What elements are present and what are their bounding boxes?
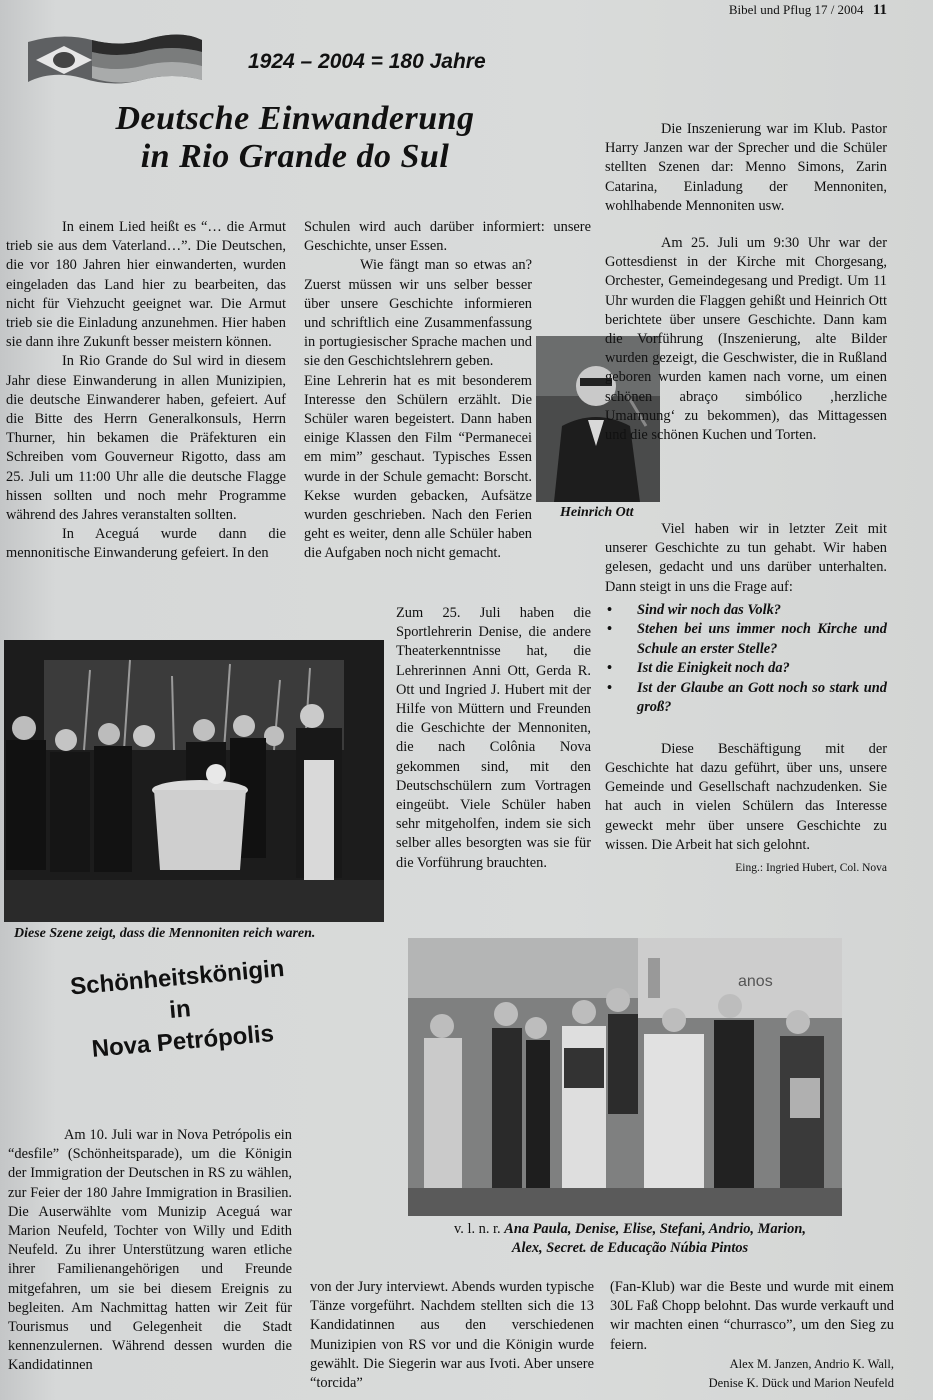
paragraph: von der Jury interviewt. Abends wurden typische Tänze vorgeführt. Nachdem stellten sich die 13 Kandidatinnen aus den verschiedenen Munizipien von RS vor und die Königin wurde gewählt. Die Siegerin war aus Ivoti. Aber unsere “torcida” <box>310 1279 594 1392</box>
article-title-line2: in Rio Grande do Sul <box>140 138 450 175</box>
question-item: • Stehen bei uns immer noch Kirche und Schule an erster Stelle? <box>605 620 887 659</box>
flag-banner-image <box>22 30 204 88</box>
paragraph: In Rio Grande do Sul wird in diesem Jahr diese Einwanderung in allen Munizipien, die deutsche Einwanderer haben, gefeiert. Auf die Bitte des Herrn Generalkonsuls, Herrn Thurner, hin bekamen die Präfekturen ein Schreiben vom Gouverneur Rigotto, dass am 25. Juli um 11:00 Uhr alle die deutsche Flagge hissen sollten und noch mehr Programme während des Jahres veranstalten sollten. <box>6 353 286 524</box>
photo-caption-scene: Diese Szene zeigt, dass die Mennoniten reich waren. <box>14 926 316 941</box>
mennonite-scene-photo <box>4 640 384 922</box>
article2-title-line2: in <box>168 995 192 1024</box>
paragraph: Am 25. Juli um 9:30 Uhr war der Gottesdienst in der Kirche mit Chorgesang, Orchester, Gemeindegesang und Predigt. Um 11 Uhr wurden die Flaggen gehißt und Heinrich Ott berichtete über unsere Geschichte. Dann kam die Vorführung (Inszenierung, alte Bilder wurden gezeigt, die Geschwister, die in Rußland geboren wurden kamen nach vorne, um einen schönen abraço simbólico ‚herzliche Umarmung‘ zu bekommen), das Mittagessen und die schönen Kuchen und Torten. <box>605 235 887 444</box>
caption-prefix: v. l. n. r. <box>454 1221 501 1237</box>
article-title-line1: Deutsche Einwanderung <box>115 100 475 137</box>
photo-caption-ott: Heinrich Ott <box>560 505 634 520</box>
paragraph: In einem Lied heißt es “… die Armut trieb sie aus dem Vaterland…”. Die Deutschen, die vor 180 Jahren hier einwanderten, wurden eingeladen das Land hier zu bearbeiten, das nicht für Viehzucht geeignet war. Die Armut trieb sie die Einladung anzunehmen. Hier haben sie dann ihre Zukunft besser meistern können. <box>6 219 286 351</box>
paragraph: Viel haben wir in letzter Zeit mit unserer Geschichte zu tun gehabt. Wir haben gelesen, gedacht und uns darüber unterhalten. Dann steigt in uns die Frage auf: <box>605 521 887 595</box>
paragraph: Diese Beschäftigung mit der Geschichte hat dazu geführt, über uns, unsere Gemeinde und Gesellschaft nachzudenken. Sie hat auch in vielen Schülern das Interesse geweckt mehr über unsere Geschichte zu wissen. Die Arbeit hat sich gelohnt. <box>605 740 887 853</box>
paragraph: Schulen wird auch darüber informiert: unsere Geschichte, unser Essen. <box>304 219 591 255</box>
article1-column3-wrap <box>684 330 890 518</box>
paragraph: Am 10. Juli war in Nova Petrópolis ein “desfile” (Schönheitsparade), um die Königin der Immigration der Deutschen in RS zu wählen, zur Feier der 180 Jahre Immigration in Brasilien. Die Auserwählte vom Munizip Aceguá war Marion Neufeld, Tochter von Willy und Edith Neufeld. Zu ihrer Unterstützung waren etliche ihrer Familienangehörigen und Freunde mitgefahren, um sie bei diesem Ereignis zu begleiten. Am Nachmittag hatten wir Zeit für Tourismus und Gelegenheit die Stadt kennenzulernen. Während dessen wurden die Kandidatinnen <box>8 1127 292 1374</box>
article2-title-line1: Schönheitskönigin <box>69 954 286 1001</box>
article1-column2-lower <box>396 604 591 873</box>
article2-title-line3: Nova Petrópolis <box>90 1020 276 1063</box>
paragraph: (Fan-Klub) war die Beste und wurde mit einem 30L Faß Chopp belohnt. Das wurde verkauft und wir machten einen “churrasco”, um den Sieg zu feiern. <box>610 1279 894 1353</box>
running-header <box>729 2 887 19</box>
article2-signature-line2: Denise K. Dück und Marion Neufeld <box>708 1376 894 1391</box>
beauty-queen-group-photo <box>408 938 842 1216</box>
article1-column3-b <box>605 234 887 444</box>
question-item: • Ist der Glaube an Gott noch so stark und groß? <box>605 679 887 718</box>
article2-column1 <box>8 1126 292 1376</box>
running-title: Bibel und Pflug 17 / 2004 <box>728 2 864 17</box>
article2-column3 <box>610 1278 894 1393</box>
anniversary-years: 1924 – 2004 = 180 Jahre <box>248 50 486 73</box>
paragraph: Wie fängt man so etwas an? Zuerst müssen wir uns selber besser über unsere Geschichte informieren und schriftlich eine Zusammenfassung in portugiesischer Sprache machen und sie den Geschichtslehrern geben. <box>304 257 532 370</box>
article1-signature: Eing.: Ingried Hubert, Col. Nova <box>735 862 887 875</box>
article2-column2 <box>310 1278 594 1393</box>
paragraph: Zum 25. Juli haben die Sportlehrerin Denise, die andere Theaterkenntnisse hat, die Lehrerinnen Anni Ott, Gerda R. Ott und Ingried J. Hubert mit der Hilfe von Müttern und Freunden die Geschichte der Mennoniten, die nach Colônia Nova gekommen sind, mit den Deutschschülern zum Vortragen eingeübt. Viele Schüler haben sehr mitgeholfen, indem sie sich selber alles besorgten was sie für die Vorführung brauchten. <box>396 605 591 871</box>
question-item: • Sind wir noch das Volk? <box>605 601 887 621</box>
group-photo-caption <box>420 1220 840 1258</box>
paragraph: Eine Lehrerin hat es mit besonderem Interesse den Schülern erzählt. Die Schüler waren begeistert. Dann haben einige Klassen den Film “Permanecei em mim” geschaut. Typisches Essen wurde in der Schule gemacht: Borscht. Kekse wurden gebacken, Aufsätze wurden geschrieben. Nach den Ferien geht es weiter, denn alle Schüler haben die Aufgaben noch nicht gemacht. <box>304 372 532 562</box>
article1-column3-c <box>605 520 887 878</box>
question-list <box>605 601 887 718</box>
question-item: • Ist die Einigkeit noch da? <box>605 659 887 679</box>
article2-title <box>56 952 307 1112</box>
paragraph: In Aceguá wurde dann die mennonitische Einwanderung gefeiert. In den <box>6 526 286 562</box>
paragraph: Die Inszenierung war im Klub. Pastor Harry Janzen war der Sprecher und die Schüler stellten Szenen dar: Menno Simons, Zarin Catarina, Einladung der Mennoniten, wohlhabende Mennoniten usw. <box>605 121 887 214</box>
article-title <box>60 100 530 176</box>
article1-column1 <box>6 218 286 564</box>
caption-names-line2: Alex, Secret. de Educação Núbia Pintos <box>511 1240 749 1256</box>
article1-column3 <box>605 120 887 216</box>
article2-signature-line1: Alex M. Janzen, Andrio K. Wall, <box>729 1356 894 1371</box>
caption-names-line1: Ana Paula, Denise, Elise, Stefani, Andrio, Marion, <box>504 1221 806 1237</box>
page-number: 11 <box>872 2 887 18</box>
banner-anos-text: anos <box>738 973 773 990</box>
